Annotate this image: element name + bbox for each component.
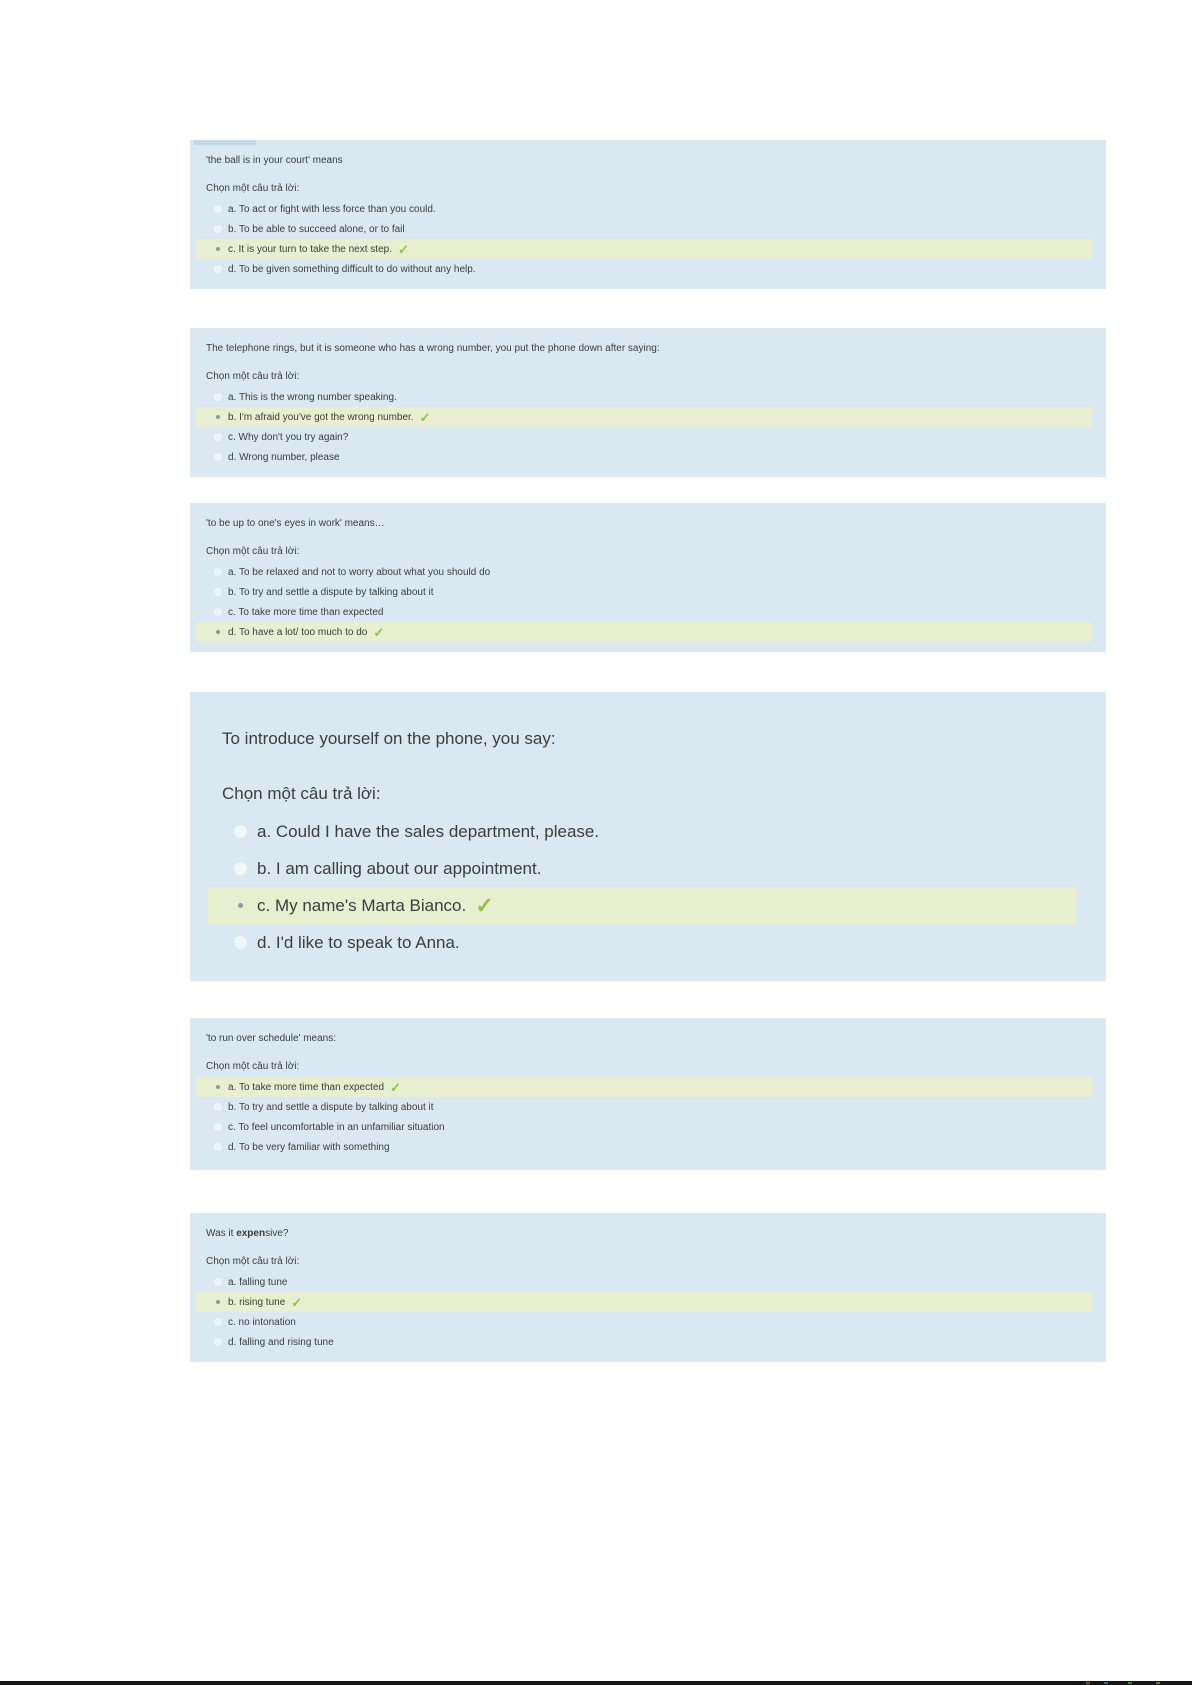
option-label: d. falling and rising tune bbox=[228, 1336, 334, 1348]
radio-button[interactable] bbox=[214, 453, 222, 461]
option-label: b. To try and settle a dispute by talking about it bbox=[228, 1101, 434, 1113]
correct-check-icon: ✓ bbox=[390, 1079, 401, 1095]
option-row-c[interactable] bbox=[204, 602, 1092, 622]
option-label: c. To take more time than expected bbox=[228, 606, 384, 618]
option-label: d. I'd like to speak to Anna. bbox=[257, 932, 460, 952]
question-title: To introduce yourself on the phone, you say: bbox=[222, 729, 556, 748]
option-label: c. My name's Marta Bianco. bbox=[257, 895, 467, 915]
option-label: b. rising tune bbox=[228, 1296, 286, 1308]
option-label: c. It is your turn to take the next step. bbox=[228, 243, 392, 255]
option-row-b[interactable] bbox=[204, 219, 1092, 239]
radio-button[interactable] bbox=[214, 1123, 222, 1131]
option-row-d[interactable] bbox=[204, 447, 1092, 467]
option-row-d[interactable] bbox=[204, 1332, 1092, 1352]
option-row-b[interactable] bbox=[204, 582, 1092, 602]
radio-button[interactable] bbox=[214, 265, 222, 273]
bottom-bar bbox=[0, 1681, 1192, 1685]
option-row-d[interactable] bbox=[204, 259, 1092, 279]
question-card-4 bbox=[190, 692, 1106, 981]
question-card-2 bbox=[190, 328, 1106, 477]
choose-answer-label: Chọn một câu trả lời: bbox=[206, 1256, 300, 1267]
option-row-a[interactable] bbox=[220, 813, 1076, 850]
panel-edge-artifact bbox=[194, 140, 256, 145]
correct-check-icon: ✓ bbox=[419, 409, 431, 425]
question-card-6 bbox=[190, 1213, 1106, 1362]
question-title: The telephone rings, but it is someone who has a wrong number, you put the phone down after saying: bbox=[206, 343, 660, 354]
option-row-a-correct[interactable] bbox=[196, 1077, 1092, 1097]
radio-button-selected[interactable] bbox=[216, 1300, 220, 1304]
radio-button[interactable] bbox=[214, 588, 222, 596]
radio-button[interactable] bbox=[214, 205, 222, 213]
option-row-b[interactable] bbox=[204, 1097, 1092, 1117]
radio-button[interactable] bbox=[214, 433, 222, 441]
option-label: a. To take more time than expected bbox=[228, 1081, 385, 1093]
radio-button-selected[interactable] bbox=[216, 415, 220, 419]
radio-button[interactable] bbox=[234, 936, 247, 949]
question-card-5 bbox=[190, 1018, 1106, 1170]
bottom-bar-pixel bbox=[1104, 1682, 1108, 1684]
correct-check-icon: ✓ bbox=[475, 892, 494, 918]
option-row-d-correct[interactable] bbox=[196, 622, 1092, 642]
radio-button-selected[interactable] bbox=[238, 903, 243, 908]
option-label: b. To try and settle a dispute by talking about it bbox=[228, 586, 434, 598]
radio-button[interactable] bbox=[214, 1103, 222, 1111]
radio-button[interactable] bbox=[234, 862, 247, 875]
option-label: a. To act or fight with less force than you could. bbox=[228, 203, 436, 215]
option-label: a. To be relaxed and not to worry about what you should do bbox=[228, 566, 491, 578]
option-label: a. This is the wrong number speaking. bbox=[228, 391, 397, 403]
radio-button[interactable] bbox=[214, 1143, 222, 1151]
choose-answer-label: Chọn một câu trả lời: bbox=[206, 1061, 300, 1072]
correct-check-icon: ✓ bbox=[397, 241, 409, 257]
option-label: d. To be given something difficult to do without any help. bbox=[228, 263, 476, 275]
radio-button[interactable] bbox=[214, 225, 222, 233]
option-row-a[interactable] bbox=[204, 562, 1092, 582]
choose-answer-label: Chọn một câu trả lời: bbox=[206, 183, 300, 194]
option-row-d[interactable] bbox=[220, 924, 1076, 961]
radio-button[interactable] bbox=[234, 825, 247, 838]
option-label: a. Could I have the sales department, please. bbox=[257, 821, 600, 841]
option-label: b. To be able to succeed alone, or to fail bbox=[228, 223, 405, 235]
correct-check-icon: ✓ bbox=[291, 1294, 303, 1310]
option-row-b-correct[interactable] bbox=[196, 407, 1092, 427]
question-title: Was it expensive? bbox=[206, 1228, 289, 1239]
option-label: d. To be very familiar with something bbox=[228, 1141, 390, 1153]
question-title: 'to run over schedule' means: bbox=[206, 1033, 336, 1044]
correct-check-icon: ✓ bbox=[373, 624, 385, 640]
option-label: b. I'm afraid you've got the wrong number. bbox=[228, 411, 414, 423]
radio-button-selected[interactable] bbox=[216, 247, 220, 251]
choose-answer-label: Chọn một câu trả lời: bbox=[206, 546, 300, 557]
option-row-a[interactable] bbox=[204, 387, 1092, 407]
option-row-d[interactable] bbox=[204, 1137, 1092, 1157]
option-row-b-correct[interactable] bbox=[196, 1292, 1092, 1312]
option-label: c. To feel uncomfortable in an unfamiliar situation bbox=[228, 1121, 445, 1133]
option-row-b[interactable] bbox=[220, 850, 1076, 887]
option-label: d. To have a lot/ too much to do bbox=[228, 626, 368, 638]
stressed-syllable: expen bbox=[236, 1228, 266, 1239]
radio-button[interactable] bbox=[214, 608, 222, 616]
option-label: c. Why don't you try again? bbox=[228, 431, 349, 443]
radio-button[interactable] bbox=[214, 1338, 222, 1346]
option-row-c[interactable] bbox=[204, 1117, 1092, 1137]
question-title: 'to be up to one's eyes in work' means… bbox=[206, 518, 385, 529]
radio-button[interactable] bbox=[214, 568, 222, 576]
radio-button[interactable] bbox=[214, 393, 222, 401]
option-label: c. no intonation bbox=[228, 1316, 296, 1328]
option-label: b. I am calling about our appointment. bbox=[257, 858, 542, 878]
option-row-a[interactable] bbox=[204, 1272, 1092, 1292]
radio-button-selected[interactable] bbox=[216, 630, 220, 634]
choose-answer-label: Chọn một câu trả lời: bbox=[222, 784, 381, 803]
bottom-bar-pixel bbox=[1128, 1682, 1132, 1684]
radio-button[interactable] bbox=[214, 1318, 222, 1326]
choose-answer-label: Chọn một câu trả lời: bbox=[206, 371, 300, 382]
question-card-3 bbox=[190, 503, 1106, 652]
option-row-c[interactable] bbox=[204, 1312, 1092, 1332]
bottom-bar-pixel bbox=[1086, 1682, 1090, 1684]
option-label: a. falling tune bbox=[228, 1276, 288, 1288]
radio-button-selected[interactable] bbox=[216, 1085, 220, 1089]
option-row-c[interactable] bbox=[204, 427, 1092, 447]
question-card-1 bbox=[190, 140, 1106, 289]
bottom-bar-pixel bbox=[1156, 1682, 1160, 1684]
option-row-c-correct[interactable] bbox=[196, 239, 1092, 259]
question-title: 'the ball is in your court' means bbox=[206, 155, 343, 166]
radio-button[interactable] bbox=[214, 1278, 222, 1286]
option-row-c-correct[interactable] bbox=[208, 887, 1076, 924]
option-row-a[interactable] bbox=[204, 199, 1092, 219]
option-label: d. Wrong number, please bbox=[228, 451, 340, 463]
